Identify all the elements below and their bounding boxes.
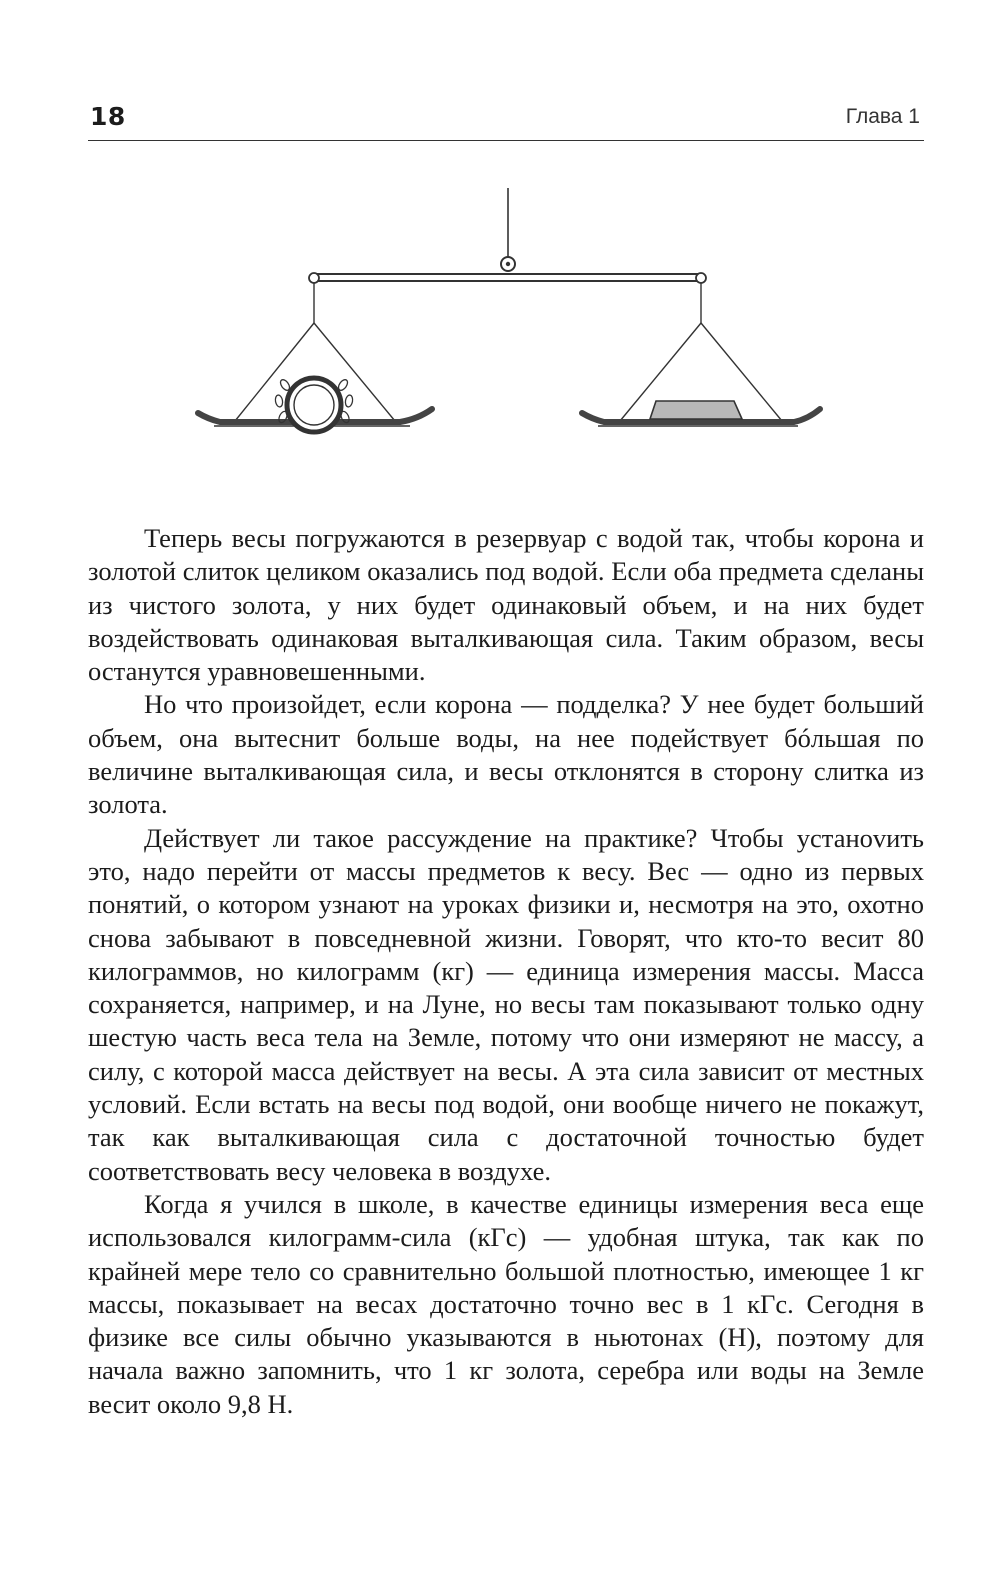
paragraph-3: Действует ли такое рассуждение на практике? Чтобы устаноvить это, надо перейти от массы предметов к весу. Вес — одно из первых понятий, о котором узнают на уроках физики и, несмотря на это, охотно снова забывают в повседневной жизни. Говорят, что кто-то весит 80 килограммов, но килограмм (кг) — единица измерения массы. Масса сохраняется, например, и на Луне, но весы там показывают только одну шестую часть веса тела на Земле, потому что они измеряют не массу, а силу, с которой масса действует на весы. А эта сила зависит от местных условий. Если встать на весы под водой, они вообще ничего не покажут, так как выталкивающая сила с достаточной точностью будет соответствовать весу человека в воздухе.	[88, 822, 924, 1186]
paragraph-2: Но что произойдет, если корона — подделка? У нее будет больший объем, она вытеснит больше воды, на нее подействует бóльшая по величине выталкивающая сила, и весы отклонятся в сторону слитка из золота.	[88, 689, 924, 820]
running-head	[88, 100, 924, 141]
paragraph-4: Когда я учился в школе, в качестве единицы измерения веса еще использовался килограмм-сила (кГс) — удобная штука, так как по крайней мере тело со сравнительно большой плотностью, имеющее 1 кг массы, показывает на весах достаточно точно вес в 1 кГс. Сегодня в физике все силы обычно указываются в ньютонах (Н), поэтому для начала важно запомнить, что 1 кг золота, серебра или воды на Земле весит около 9,8 Н.	[88, 1188, 924, 1419]
page-number: 18	[90, 102, 126, 131]
body-text	[88, 522, 924, 1421]
balance-scale-illustration	[190, 183, 830, 443]
balance-scale-figure	[190, 183, 830, 443]
left-end-ring	[309, 273, 319, 283]
right-end-ring	[696, 273, 706, 283]
gold-bar-icon	[650, 401, 742, 419]
chapter-label: Глава 1	[845, 105, 920, 128]
paragraph-1: Теперь весы погружаются в резервуар с водой так, чтобы корона и золотой слиток целиком оказались под водой. Если оба предмета сделаны из чистого золота, у них будет одинаковый объем, и на них будет воздействовать одинаковая выталкивающая сила. Таким образом, весы останутся уравновешенными.	[88, 523, 924, 687]
